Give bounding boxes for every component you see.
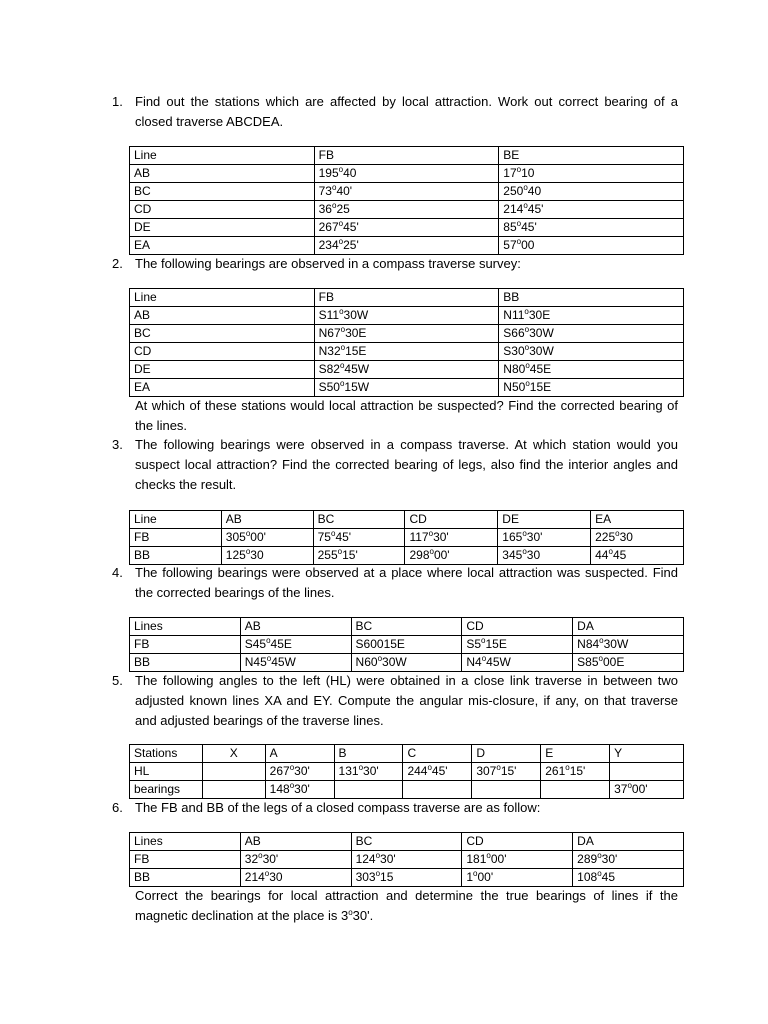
table-cell: DA	[573, 833, 684, 851]
degree-mark: o	[598, 654, 603, 663]
table-cell: S30$^o$30W	[499, 343, 684, 361]
table-cell: 298$^o$00'	[405, 547, 498, 565]
table-cell: 307$^o$15'	[472, 763, 541, 781]
table-cell: S5$^o$15E	[462, 636, 573, 654]
question-4	[112, 563, 678, 603]
degree-mark: o	[627, 781, 632, 790]
table-cell: N11$^o$30E	[499, 307, 684, 325]
degree-mark: o	[377, 654, 383, 663]
table-cell: 124$^o$30'	[351, 851, 462, 869]
table-cell: FB	[130, 851, 241, 869]
degree-mark: o	[266, 654, 272, 663]
question-6-note-text: Correct the bearings for local attraction and determine the true bearings of lines if the magnetic declination at the place is 3$^o$30'.	[135, 888, 678, 923]
table-cell: HL	[130, 763, 203, 781]
table-cell: B	[334, 745, 403, 763]
degree-mark: o	[340, 325, 346, 334]
degree-mark: o	[348, 908, 353, 917]
table-cell: Lines	[130, 833, 241, 851]
table-header-row	[130, 833, 684, 851]
question-1	[112, 92, 678, 132]
table-cell	[334, 781, 403, 799]
degree-mark: o	[525, 361, 530, 370]
table-cell: 234$^o$25'	[314, 237, 499, 255]
table-cell: 267$^o$30'	[265, 763, 334, 781]
table-row	[130, 529, 684, 547]
table-cell: BB	[130, 869, 241, 887]
degree-mark: o	[358, 763, 364, 772]
table-cell: 214$^o$30	[240, 869, 351, 887]
table-cell: 32$^o$30'	[240, 851, 351, 869]
table-cell: 225$^o$30	[591, 529, 684, 547]
degree-mark: o	[339, 307, 344, 316]
degree-mark: o	[524, 343, 530, 352]
degree-mark: o	[615, 529, 620, 538]
table-row	[130, 379, 684, 397]
table-cell: FB	[314, 289, 499, 307]
table-cell: N84$^o$30W	[573, 636, 684, 654]
degree-mark: o	[331, 183, 337, 192]
table-cell: bearings	[130, 781, 203, 799]
table-row	[130, 237, 684, 255]
question-number: 6.	[112, 800, 123, 815]
table-cell: N67$^o$30E	[314, 325, 499, 343]
degree-mark: o	[599, 636, 604, 645]
table-header-row	[130, 147, 684, 165]
table-cell: N80$^o$45E	[499, 361, 684, 379]
question-6	[112, 798, 678, 818]
table-q1	[129, 146, 684, 255]
table-cell: Lines	[130, 618, 241, 636]
table-cell: 108$^o$45	[573, 869, 684, 887]
question-text: The following bearings were observed in a compass traverse. At which station would you suspect local attraction? Find the corrected bearing of legs, also find the interior angles and checks the result.	[135, 437, 678, 492]
table-cell: 250$^o$40	[499, 183, 684, 201]
table-header-row	[130, 511, 684, 529]
degree-mark: o	[473, 869, 478, 878]
degree-mark: o	[522, 529, 527, 538]
table-cell: 261$^o$15'	[541, 763, 610, 781]
table-row	[130, 183, 684, 201]
table-cell: S11$^o$30W	[314, 307, 499, 325]
degree-mark: o	[428, 529, 434, 538]
question-5	[112, 671, 678, 731]
degree-mark: o	[597, 851, 602, 860]
table-cell: 73$^o$40'	[314, 183, 499, 201]
table-row	[130, 307, 684, 325]
table-cell	[610, 763, 684, 781]
table-cell	[403, 781, 472, 799]
degree-mark: o	[597, 869, 602, 878]
degree-mark: o	[338, 165, 344, 174]
table-q4	[129, 617, 684, 672]
table-row	[130, 869, 684, 887]
table-cell: 36$^o$25	[314, 201, 499, 219]
table-cell: AB	[240, 833, 351, 851]
table-row	[130, 763, 684, 781]
table-cell: 148$^o$30'	[265, 781, 334, 799]
table-cell	[202, 781, 265, 799]
table-cell: 131$^o$30'	[334, 763, 403, 781]
table-header-row	[130, 289, 684, 307]
table-cell: AB	[130, 307, 315, 325]
table-cell: DE	[130, 219, 315, 237]
degree-mark: o	[486, 851, 491, 860]
table-cell: BE	[499, 147, 684, 165]
table-row	[130, 165, 684, 183]
table-row	[130, 343, 684, 361]
degree-mark: o	[525, 379, 530, 388]
degree-mark: o	[481, 654, 487, 663]
question-text: The FB and BB of the legs of a closed compass traverse are as follow:	[135, 800, 541, 815]
table-cell: 75$^o$45'	[313, 529, 405, 547]
question-2	[112, 254, 678, 274]
table-header-row	[130, 745, 684, 763]
table-cell: CD	[405, 511, 498, 529]
degree-mark: o	[523, 183, 528, 192]
table-cell: BC	[351, 833, 462, 851]
question-6-note	[135, 886, 678, 926]
degree-mark: o	[427, 763, 432, 772]
table-cell: DA	[573, 618, 684, 636]
table-row	[130, 636, 684, 654]
table-cell: N60$^o$30W	[351, 654, 462, 672]
degree-mark: o	[375, 869, 381, 878]
table-cell: 57$^o$00	[499, 237, 684, 255]
table-q2	[129, 288, 684, 397]
degree-mark: o	[266, 636, 271, 645]
table-row	[130, 219, 684, 237]
degree-mark: o	[338, 219, 344, 228]
degree-mark: o	[340, 343, 346, 352]
degree-mark: o	[289, 763, 295, 772]
table-cell: CD	[130, 201, 315, 219]
table-cell: 267$^o$45'	[314, 219, 499, 237]
table-cell: N45$^o$45W	[240, 654, 351, 672]
table-cell: BC	[313, 511, 405, 529]
table-q5	[129, 744, 684, 799]
table-row	[130, 547, 684, 565]
degree-mark: o	[523, 201, 528, 210]
table-cell: CD	[462, 618, 573, 636]
table-cell: AB	[130, 165, 315, 183]
table-cell: 305$^o$00'	[221, 529, 313, 547]
degree-mark: o	[264, 869, 270, 878]
degree-mark: o	[337, 547, 343, 556]
table-cell: AB	[240, 618, 351, 636]
degree-mark: o	[289, 781, 295, 790]
table-cell: 117$^o$30'	[405, 529, 498, 547]
table-cell: S45$^o$45E	[240, 636, 351, 654]
table-cell: S85$^o$00E	[573, 654, 684, 672]
table-q3	[129, 510, 684, 565]
table-cell: EA	[130, 379, 315, 397]
degree-mark: o	[516, 165, 522, 174]
degree-mark: o	[375, 851, 381, 860]
degree-mark: o	[338, 237, 344, 246]
question-number: 2.	[112, 256, 123, 271]
degree-mark: o	[245, 529, 251, 538]
table-cell: X	[202, 745, 265, 763]
table-cell: C	[403, 745, 472, 763]
table-cell: Line	[130, 289, 315, 307]
table-cell: BC	[130, 325, 315, 343]
table-cell	[202, 763, 265, 781]
table-cell: FB	[130, 636, 241, 654]
degree-mark: o	[524, 307, 529, 316]
table-cell: BB	[130, 547, 222, 565]
table-q6	[129, 832, 684, 887]
table-cell: 244$^o$45'	[403, 763, 472, 781]
degree-mark: o	[522, 547, 527, 556]
table-cell: CD	[462, 833, 573, 851]
table-cell: 195$^o$40	[314, 165, 499, 183]
table-cell	[472, 781, 541, 799]
degree-mark: o	[524, 325, 530, 334]
table-cell: D	[472, 745, 541, 763]
question-text: The following bearings are observed in a compass traverse survey:	[135, 256, 521, 271]
degree-mark: o	[608, 547, 613, 556]
table-cell: S66$^o$30W	[499, 325, 684, 343]
table-cell: Stations	[130, 745, 203, 763]
table-cell: BC	[130, 183, 315, 201]
table-row	[130, 325, 684, 343]
degree-mark: o	[339, 361, 345, 370]
table-cell: BB	[499, 289, 684, 307]
question-text: The following bearings were observed at a place where local attraction was suspected. Find the corrected bearings of the lines.	[135, 565, 678, 600]
table-cell: 214$^o$45'	[499, 201, 684, 219]
degree-mark: o	[516, 219, 522, 228]
table-cell	[541, 781, 610, 799]
table-cell: 255$^o$15'	[313, 547, 405, 565]
degree-mark: o	[330, 529, 336, 538]
degree-mark: o	[516, 237, 522, 246]
question-3	[112, 435, 678, 495]
table-cell: BC	[351, 618, 462, 636]
table-cell: 85$^o$45'	[499, 219, 684, 237]
question-text: The following angles to the left (HL) were obtained in a close link traverse in between two adjusted known lines XA and EY. Compute the angular mis-closure, if any, on that traverse and adjusted bearings of the traverse lines.	[135, 673, 678, 728]
table-row	[130, 361, 684, 379]
table-cell: 17$^o$10	[499, 165, 684, 183]
table-cell: EA	[591, 511, 684, 529]
table-cell: DE	[498, 511, 591, 529]
table-cell: DE	[130, 361, 315, 379]
degree-mark: o	[429, 547, 434, 556]
question-2-note: At which of these stations would local attraction be suspected? Find the corrected bearing of the lines.	[135, 398, 678, 433]
table-row	[130, 201, 684, 219]
table-cell: Y	[610, 745, 684, 763]
table-cell: S60015E	[351, 636, 462, 654]
table-cell: 1$^o$00'	[462, 869, 573, 887]
degree-mark: o	[245, 547, 251, 556]
table-cell: S82$^o$45W	[314, 361, 499, 379]
table-row	[130, 781, 684, 799]
table-cell: 125$^o$30	[221, 547, 313, 565]
table-cell: N32$^o$15E	[314, 343, 499, 361]
table-cell: 181$^o$00'	[462, 851, 573, 869]
degree-mark: o	[258, 851, 263, 860]
table-cell: FB	[130, 529, 222, 547]
table-cell: S50$^o$15W	[314, 379, 499, 397]
table-row	[130, 654, 684, 672]
degree-mark: o	[496, 763, 501, 772]
table-cell: N50$^o$15E	[499, 379, 684, 397]
degree-mark: o	[565, 763, 570, 772]
table-cell: CD	[130, 343, 315, 361]
table-cell: FB	[314, 147, 499, 165]
table-cell: EA	[130, 237, 315, 255]
degree-mark: o	[339, 379, 345, 388]
table-cell: A	[265, 745, 334, 763]
table-row	[130, 851, 684, 869]
table-cell: E	[541, 745, 610, 763]
table-cell: Line	[130, 147, 315, 165]
table-cell: 165$^o$30'	[498, 529, 591, 547]
table-cell: 44$^o$45	[591, 547, 684, 565]
question-text: Find out the stations which are affected by local attraction. Work out correct bearing of a closed traverse ABCDEA.	[135, 94, 678, 129]
table-cell: AB	[221, 511, 313, 529]
table-cell: 303$^o$15	[351, 869, 462, 887]
table-cell: Line	[130, 511, 222, 529]
degree-mark: o	[331, 201, 337, 210]
table-cell: N4$^o$45W	[462, 654, 573, 672]
table-cell: 37$^o$00'	[610, 781, 684, 799]
table-header-row	[130, 618, 684, 636]
table-cell: BB	[130, 654, 241, 672]
question-number: 3.	[112, 437, 123, 452]
question-number: 1.	[112, 94, 123, 109]
table-cell: 289$^o$30'	[573, 851, 684, 869]
question-number: 5.	[112, 673, 123, 688]
question-number: 4.	[112, 565, 123, 580]
degree-mark: o	[481, 636, 486, 645]
table-cell: 345$^o$30	[498, 547, 591, 565]
